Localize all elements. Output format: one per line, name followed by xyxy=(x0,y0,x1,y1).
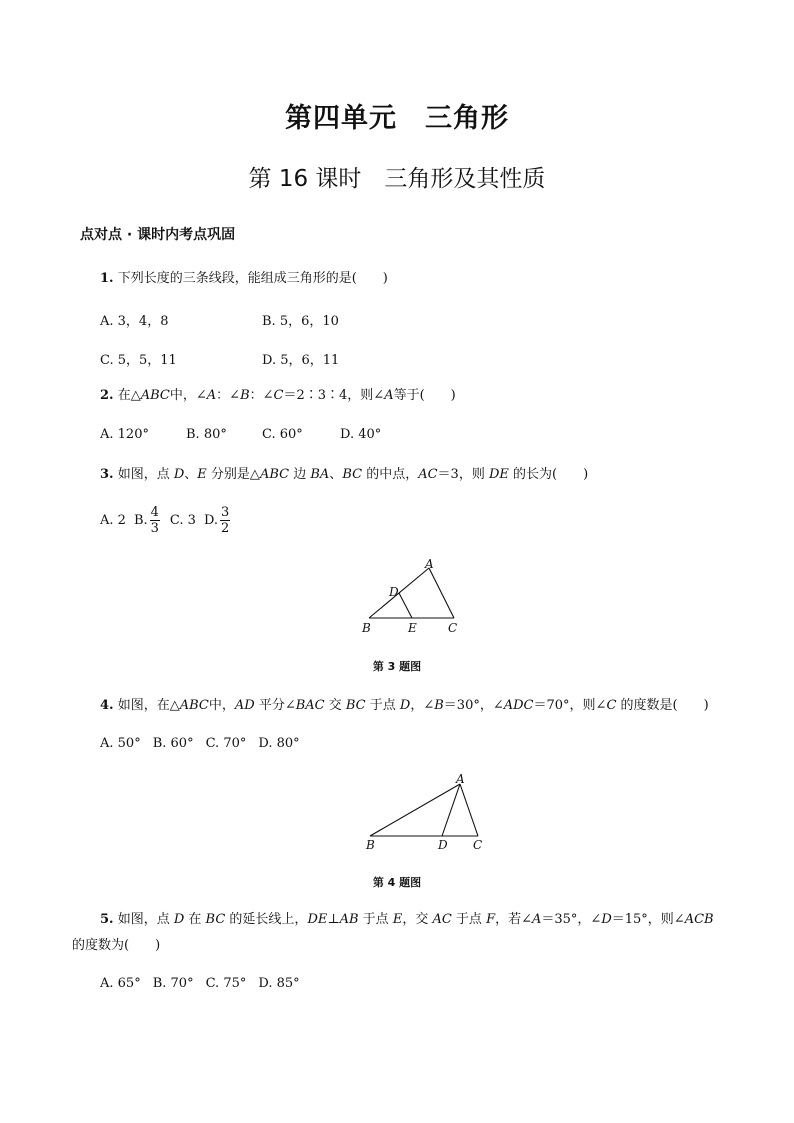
math-var: DE xyxy=(488,467,509,482)
q1-option-b[interactable]: B. 5，6，10 xyxy=(262,314,339,329)
label-c: C xyxy=(473,838,483,852)
segment-ad xyxy=(442,784,460,836)
text: 的度数是( ) xyxy=(616,698,709,713)
text: 中， xyxy=(208,698,235,713)
math-var: AD xyxy=(234,698,255,713)
math-var: B xyxy=(434,698,444,713)
text: 等于( ) xyxy=(393,388,456,403)
numerator: 4 xyxy=(150,505,159,520)
text: ＝35°，∠ xyxy=(541,912,602,927)
math-var: ABC xyxy=(179,698,209,713)
text: 的中点， xyxy=(362,467,419,482)
question-number: 5. xyxy=(100,912,114,927)
text: 如图，点 xyxy=(113,912,174,927)
section-heading: 点对点 · 课时内考点巩固 xyxy=(80,227,236,243)
text: 平分∠ xyxy=(254,698,296,713)
numerator: 3 xyxy=(221,505,230,520)
q4-option-d[interactable]: D. 80° xyxy=(258,736,300,751)
math-var: A xyxy=(384,388,394,403)
math-var: C xyxy=(273,388,284,403)
question-number: 2. xyxy=(100,388,114,403)
text: 如图，在△ xyxy=(113,698,180,713)
text: ，∠ xyxy=(410,698,435,713)
q3-option-a[interactable]: A. 2 xyxy=(100,513,126,528)
q3-figure-caption: 第 3 题图 xyxy=(372,660,422,673)
math-var: D xyxy=(601,912,612,927)
segment-de xyxy=(399,593,412,618)
text: 分别是△ xyxy=(206,467,260,482)
q2-option-a[interactable]: A. 120° xyxy=(100,427,149,442)
text: 在 xyxy=(184,912,206,927)
math-var: BC xyxy=(205,912,226,927)
q5-option-d[interactable]: D. 85° xyxy=(258,976,300,991)
q2-option-d[interactable]: D. 40° xyxy=(340,427,382,442)
math-var: ACB xyxy=(684,912,714,927)
question-4-stem xyxy=(100,697,709,715)
text: ＝70°，则∠ xyxy=(533,698,607,713)
label-a: A xyxy=(456,772,465,786)
q2-option-b[interactable]: B. 80° xyxy=(186,427,227,442)
text: ，若∠ xyxy=(495,912,532,927)
math-var: B xyxy=(240,388,250,403)
q1-option-d[interactable]: D. 5，6，11 xyxy=(262,353,340,368)
q1-option-a[interactable]: A. 3，4，8 xyxy=(100,314,169,329)
math-var: D xyxy=(399,698,411,713)
text: 于点 xyxy=(365,698,400,713)
math-var: A xyxy=(206,388,217,403)
option-letter: B. xyxy=(133,513,148,528)
q5-options xyxy=(100,976,300,991)
math-var: BAC xyxy=(295,698,325,713)
math-var: AC xyxy=(432,912,452,927)
option-letter: D. xyxy=(203,513,219,528)
question-number: 4. xyxy=(100,698,114,713)
text: ＝3，则 xyxy=(437,467,489,482)
text: 的长为( ) xyxy=(508,467,589,482)
label-b: B xyxy=(362,621,371,635)
math-var: ADC xyxy=(503,698,534,713)
question-5-stem-line2: 的度数为( ) xyxy=(72,938,161,953)
math-var: C xyxy=(606,698,617,713)
lesson-title: 第 16 课时 三角形及其性质 xyxy=(248,166,546,192)
text: ＝30°，∠ xyxy=(443,698,504,713)
fraction xyxy=(150,505,160,536)
text: 、 xyxy=(184,467,198,482)
label-d: D xyxy=(438,838,448,852)
text: ：∠ xyxy=(216,388,241,403)
segment-ab xyxy=(370,784,460,836)
text: 、 xyxy=(329,467,343,482)
q3-options xyxy=(100,505,232,536)
q5-option-a[interactable]: A. 65° xyxy=(100,976,141,991)
math-var: ABC xyxy=(259,467,290,482)
denominator: 2 xyxy=(221,521,230,536)
q3-figure xyxy=(355,556,465,636)
math-var: BA xyxy=(310,467,330,482)
q4-figure-caption: 第 4 题图 xyxy=(372,876,422,889)
math-var: AC xyxy=(418,467,438,482)
segment-ac xyxy=(429,568,454,618)
fraction xyxy=(220,505,230,536)
math-var: A xyxy=(532,912,542,927)
text: ＝15°，则∠ xyxy=(611,912,685,927)
math-var: BC xyxy=(345,698,366,713)
q1-option-c[interactable]: C. 5，5，11 xyxy=(100,353,177,368)
question-2-stem xyxy=(100,387,456,405)
math-var: BC xyxy=(342,467,363,482)
text: 在△ xyxy=(113,388,141,403)
text: 的延长线上， xyxy=(225,912,308,927)
label-a: A xyxy=(425,557,434,571)
text: 边 xyxy=(289,467,311,482)
label-d: D xyxy=(389,585,399,599)
segment-ac xyxy=(460,784,478,836)
q5-option-b[interactable]: B. 70° xyxy=(152,976,194,991)
math-var: E xyxy=(197,467,207,482)
math-var: D xyxy=(173,467,185,482)
math-var: DE xyxy=(307,912,328,927)
text: 交 xyxy=(324,698,346,713)
q4-option-a[interactable]: A. 50° xyxy=(100,736,141,751)
text: 于点 xyxy=(451,912,487,927)
label-b: B xyxy=(366,838,375,852)
text: ：∠ xyxy=(249,388,274,403)
text: ⊥ xyxy=(327,912,340,927)
question-number: 3. xyxy=(100,467,114,482)
q5-option-c[interactable]: C. 75° xyxy=(205,976,247,991)
text: ，交 xyxy=(402,912,433,927)
q4-options xyxy=(100,736,300,751)
denominator: 3 xyxy=(150,521,159,536)
math-var: D xyxy=(173,912,185,927)
text: 中，∠ xyxy=(169,388,207,403)
q3-option-d[interactable] xyxy=(204,505,232,536)
math-var: E xyxy=(392,912,403,927)
q3-option-b[interactable] xyxy=(134,505,162,536)
q4-option-b[interactable]: B. 60° xyxy=(152,736,194,751)
q4-figure xyxy=(360,770,490,852)
math-var: F xyxy=(486,912,496,927)
text: 于点 xyxy=(358,912,393,927)
label-e: E xyxy=(408,621,417,635)
question-text: 下列长度的三条线段，能组成三角形的是( ) xyxy=(113,271,388,286)
q2-option-c[interactable]: C. 60° xyxy=(262,427,303,442)
q3-option-c[interactable]: C. 3 xyxy=(169,513,196,528)
unit-title: 第四单元 三角形 xyxy=(285,103,509,134)
q4-option-c[interactable]: C. 70° xyxy=(205,736,247,751)
label-c: C xyxy=(448,621,458,635)
text: ＝2∶3∶4，则∠ xyxy=(283,388,385,403)
text: 如图，点 xyxy=(113,467,174,482)
math-var: AB xyxy=(339,912,359,927)
question-3-stem xyxy=(100,466,588,484)
question-number: 1. xyxy=(100,271,114,286)
question-5-stem xyxy=(100,911,714,929)
math-var: ABC xyxy=(140,388,170,403)
question-1-stem xyxy=(100,270,388,288)
